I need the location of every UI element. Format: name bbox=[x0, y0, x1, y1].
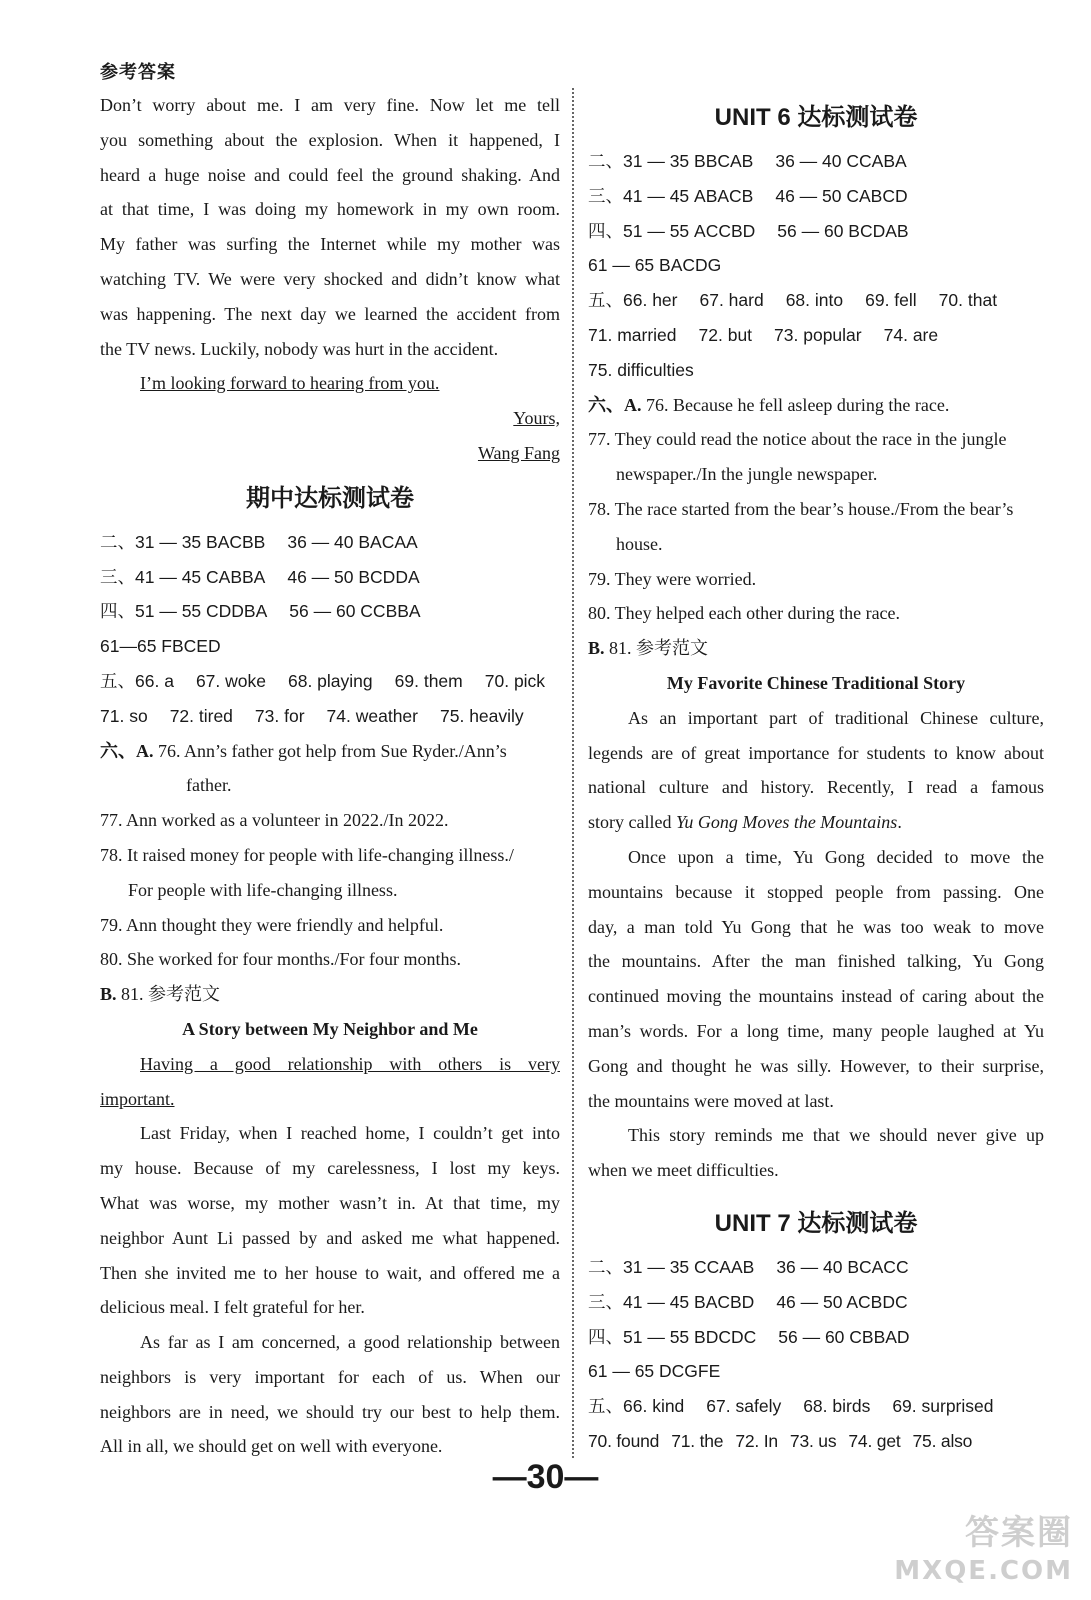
essay-line: continued moving the mountains instead of caring about the bbox=[588, 986, 1044, 1007]
answer-row bbox=[588, 1354, 1044, 1389]
answer-group: 四、51 — 55 CDDBA bbox=[100, 601, 268, 622]
answer-group: 75. also bbox=[912, 1430, 973, 1451]
letter-line: My father was surfing the Internet while my mother was bbox=[100, 234, 560, 255]
essay-line: mountains because it stopped people from passing. One bbox=[588, 881, 1044, 902]
letter-closing bbox=[100, 366, 560, 401]
answer-group: 二、31 — 35 BBCAB bbox=[588, 151, 754, 171]
answer-80: 80. She worked for four months./For four months. bbox=[100, 949, 461, 970]
letter-line: heard a huge noise and could feel the ground shaking. And bbox=[100, 164, 560, 185]
answer-group: 56 — 60 CCBBA bbox=[289, 601, 421, 622]
answer-row bbox=[588, 283, 1044, 318]
essay-line: the mountains were moved at last. bbox=[588, 1090, 834, 1111]
answer-78-cont: For people with life-changing illness. bbox=[128, 879, 398, 900]
sign-off-text: Yours, bbox=[513, 408, 560, 429]
answer-group: 69. them bbox=[394, 670, 463, 691]
answer-row bbox=[100, 699, 560, 734]
essay-line: day, a man told Yu Gong that he was too weak to move bbox=[588, 916, 1044, 937]
answer-group: 71. so bbox=[100, 705, 148, 726]
answer-group: 56 — 60 BCDAB bbox=[777, 220, 909, 241]
answer-row bbox=[588, 353, 1044, 388]
essay-line: As far as I am concerned, a good relationship between bbox=[140, 1332, 560, 1353]
answer-group: 70. pick bbox=[484, 670, 546, 691]
answer-row bbox=[588, 248, 1044, 283]
answer-group: 74. get bbox=[848, 1430, 901, 1451]
essay-title: My Favorite Chinese Traditional Story bbox=[666, 672, 966, 693]
essay-line: legends are of great importance for students to know about bbox=[588, 742, 1044, 763]
answer-row bbox=[588, 179, 1044, 214]
answer-group: 61 — 65 BACDG bbox=[588, 255, 722, 276]
letter-sign-off bbox=[100, 401, 560, 436]
answer-row bbox=[100, 594, 560, 629]
letter-line: the TV news. Luckily, nobody was hurt in the accident. bbox=[100, 338, 499, 359]
answer-group: 三、41 — 45 ABACB bbox=[588, 185, 754, 206]
essay-line: As an important part of traditional Chinese culture, bbox=[628, 707, 1044, 728]
essay-line: delicious meal. I felt grateful for her. bbox=[100, 1297, 365, 1318]
answer-row bbox=[588, 1389, 1044, 1424]
watermark-top: 答案圈 bbox=[965, 1513, 1073, 1553]
signature-text: Wang Fang bbox=[477, 442, 560, 463]
answer-row bbox=[100, 560, 560, 595]
answer-group: 71. the bbox=[671, 1430, 724, 1451]
answer-group: 56 — 60 CBBAD bbox=[778, 1326, 910, 1347]
answer-row bbox=[100, 525, 560, 560]
midterm-title: 期中达标测试卷 bbox=[246, 484, 414, 512]
answer-78: 78. The race started from the bear’s house./From the bear’s bbox=[588, 498, 1014, 519]
essay-line: All in all, we should get on well with everyone. bbox=[100, 1436, 443, 1457]
answer-group: 71. married bbox=[588, 324, 677, 345]
answer-81 bbox=[588, 631, 1044, 666]
answer-group: 67. safely bbox=[706, 1396, 782, 1417]
answer-row bbox=[588, 214, 1044, 249]
answer-group: 二、31 — 35 BACBB bbox=[100, 531, 266, 552]
answer-77: 77. Ann worked as a volunteer in 2022./In 2022. bbox=[100, 810, 449, 831]
answer-group: 70. that bbox=[938, 290, 998, 311]
essay-text: story called bbox=[588, 812, 676, 833]
answer-group: 69. surprised bbox=[892, 1396, 994, 1417]
answer-group: 四、51 — 55 BDCDC bbox=[588, 1326, 757, 1347]
answer-group: 67. woke bbox=[195, 670, 266, 691]
answer-group: 五、66. kind bbox=[588, 1396, 685, 1417]
answer-group: 二、31 — 35 CCAAB bbox=[588, 1256, 755, 1277]
answer-row bbox=[588, 144, 1044, 179]
answer-row bbox=[588, 318, 1044, 353]
essay-line: neighbor Aunt Li passed by and asked me what happened. bbox=[100, 1227, 560, 1248]
essay-line bbox=[100, 1082, 560, 1117]
answer-group: 74. weather bbox=[326, 705, 418, 726]
letter-closing-text: I’m looking forward to hearing from you. bbox=[140, 373, 440, 394]
answer-text: 76. Ann’s father got help from Sue Ryder./Ann’s bbox=[158, 740, 507, 761]
answer-group: 73. us bbox=[789, 1430, 837, 1451]
answer-group: 75. difficulties bbox=[588, 359, 694, 380]
answer-group: 68. playing bbox=[287, 670, 373, 691]
answer-group: 72. tired bbox=[169, 705, 233, 726]
answer-group: 68. into bbox=[785, 290, 844, 311]
essay-line: Then she invited me to her house to wait, and offered me a bbox=[100, 1262, 560, 1283]
essay-line: This story reminds me that we should never give up bbox=[628, 1125, 1044, 1146]
answer-76-cont: father. bbox=[186, 775, 232, 796]
answer-group: 73. popular bbox=[774, 324, 862, 345]
essay-line: my house. Because of my carelessness, I lost my keys. bbox=[100, 1158, 560, 1179]
answer-group: 69. fell bbox=[865, 290, 917, 311]
answer-77-cont: newspaper./In the jungle newspaper. bbox=[616, 464, 878, 485]
answer-group: 五、66. a bbox=[100, 670, 174, 691]
answer-text: 81. 参考范文 bbox=[609, 638, 709, 659]
answer-row bbox=[588, 1285, 1044, 1320]
essay-line: when we meet difficulties. bbox=[588, 1160, 779, 1181]
answer-group: 三、41 — 45 BACBD bbox=[588, 1291, 755, 1312]
story-name: Yu Gong Moves the Mountains bbox=[675, 812, 898, 833]
unit6-title: UNIT 6 达标测试卷 bbox=[714, 104, 918, 131]
answer-group: 74. are bbox=[883, 324, 939, 345]
essay-line: neighbors are in need, we should try our best to help them. bbox=[100, 1401, 560, 1422]
answer-group: 四、51 — 55 ACCBD bbox=[588, 220, 756, 241]
page-number: —30— bbox=[492, 1458, 599, 1496]
section-label: 六、A. bbox=[100, 740, 154, 761]
answer-group: 46 — 50 ACBDC bbox=[776, 1291, 908, 1312]
answer-group: 73. for bbox=[254, 705, 305, 726]
answer-group: 36 — 40 BACAA bbox=[287, 531, 418, 552]
letter-line: Don’t worry about me. I am very fine. Now let me tell bbox=[100, 95, 560, 115]
letter-signature bbox=[100, 436, 560, 471]
answer-79: 79. They were worried. bbox=[588, 568, 757, 589]
answer-group: 36 — 40 BCACC bbox=[776, 1256, 909, 1277]
essay-text: Having a good relationship with others is very bbox=[140, 1053, 560, 1074]
answer-group: 46 — 50 BCDDA bbox=[287, 566, 420, 587]
column-divider bbox=[572, 88, 574, 1458]
answer-78: 78. It raised money for people with life-changing illness./ bbox=[100, 844, 514, 865]
watermark-logo bbox=[894, 1514, 1073, 1590]
essay-line: man’s words. For a long time, many people laughed at Yu bbox=[588, 1020, 1044, 1041]
answer-78-cont: house. bbox=[616, 533, 663, 554]
essay-line: Gong and thought he was silly. However, to their surprise, bbox=[588, 1055, 1044, 1076]
watermark-bottom: MXQE.COM bbox=[894, 1556, 1073, 1586]
answer-group: 72. but bbox=[698, 324, 753, 345]
letter-line: at that time, I was doing my homework in my own room. bbox=[100, 199, 560, 220]
essay-line: neighbors is very important for each of us. When our bbox=[100, 1366, 560, 1387]
letter-line: was happening. The next day we learned the accident from bbox=[100, 303, 560, 324]
answer-group: 75. heavily bbox=[440, 705, 524, 726]
answer-row bbox=[588, 1320, 1044, 1355]
answer-text: 76. Because he fell asleep during the race. bbox=[646, 394, 950, 415]
essay-title: A Story between My Neighbor and Me bbox=[182, 1018, 478, 1039]
essay-text: . bbox=[897, 812, 902, 833]
answer-80: 80. They helped each other during the race. bbox=[588, 603, 901, 624]
answer-77: 77. They could read the notice about the race in the jungle bbox=[588, 429, 1007, 450]
essay-line: national culture and history. Recently, I read a famous bbox=[588, 777, 1044, 798]
essay-line bbox=[588, 805, 1044, 840]
answer-76 bbox=[588, 388, 1044, 423]
answer-row bbox=[588, 1424, 1044, 1459]
unit7-title: UNIT 7 达标测试卷 bbox=[714, 1209, 918, 1237]
section-label: 六、A. bbox=[588, 394, 642, 415]
essay-line: Once upon a time, Yu Gong decided to move the bbox=[628, 846, 1044, 867]
answer-group: 61 — 65 DCGFE bbox=[588, 1361, 721, 1382]
answer-76 bbox=[100, 734, 560, 769]
answer-text: 81. 参考范文 bbox=[121, 984, 221, 1005]
essay-line: Last Friday, when I reached home, I couldn’t get into bbox=[140, 1123, 560, 1144]
answer-group: 70. found bbox=[588, 1430, 660, 1451]
essay-line: the mountains. After the man finished talking, Yu Gong bbox=[588, 951, 1044, 972]
answer-81 bbox=[100, 977, 560, 1012]
essay-text: important. bbox=[100, 1088, 175, 1109]
answer-group: 68. birds bbox=[803, 1396, 871, 1417]
page-header: 参考答案 bbox=[100, 62, 176, 82]
right-column bbox=[588, 88, 1044, 1459]
answer-row bbox=[100, 629, 560, 664]
answer-group: 46 — 50 CABCD bbox=[775, 185, 908, 206]
letter-line: watching TV. We were very shocked and didn’t know what bbox=[100, 268, 560, 289]
section-label: B. bbox=[100, 984, 117, 1005]
answer-79: 79. Ann thought they were friendly and helpful. bbox=[100, 914, 444, 935]
answer-group: 36 — 40 CCABA bbox=[775, 151, 907, 171]
answer-row bbox=[100, 664, 560, 699]
essay-line bbox=[100, 1047, 560, 1082]
answer-group: 72. In bbox=[735, 1430, 778, 1451]
answer-group: 61—65 FBCED bbox=[100, 636, 221, 657]
answer-group: 67. hard bbox=[699, 290, 764, 311]
answer-group: 五、66. her bbox=[588, 290, 678, 311]
letter-line: you something about the explosion. When it happened, I bbox=[100, 129, 560, 150]
essay-line: What was worse, my mother wasn’t in. At that time, my bbox=[100, 1192, 560, 1213]
left-column bbox=[100, 88, 560, 1464]
section-label: B. bbox=[588, 638, 605, 659]
answer-row bbox=[588, 1250, 1044, 1285]
answer-group: 三、41 — 45 CABBA bbox=[100, 566, 266, 587]
